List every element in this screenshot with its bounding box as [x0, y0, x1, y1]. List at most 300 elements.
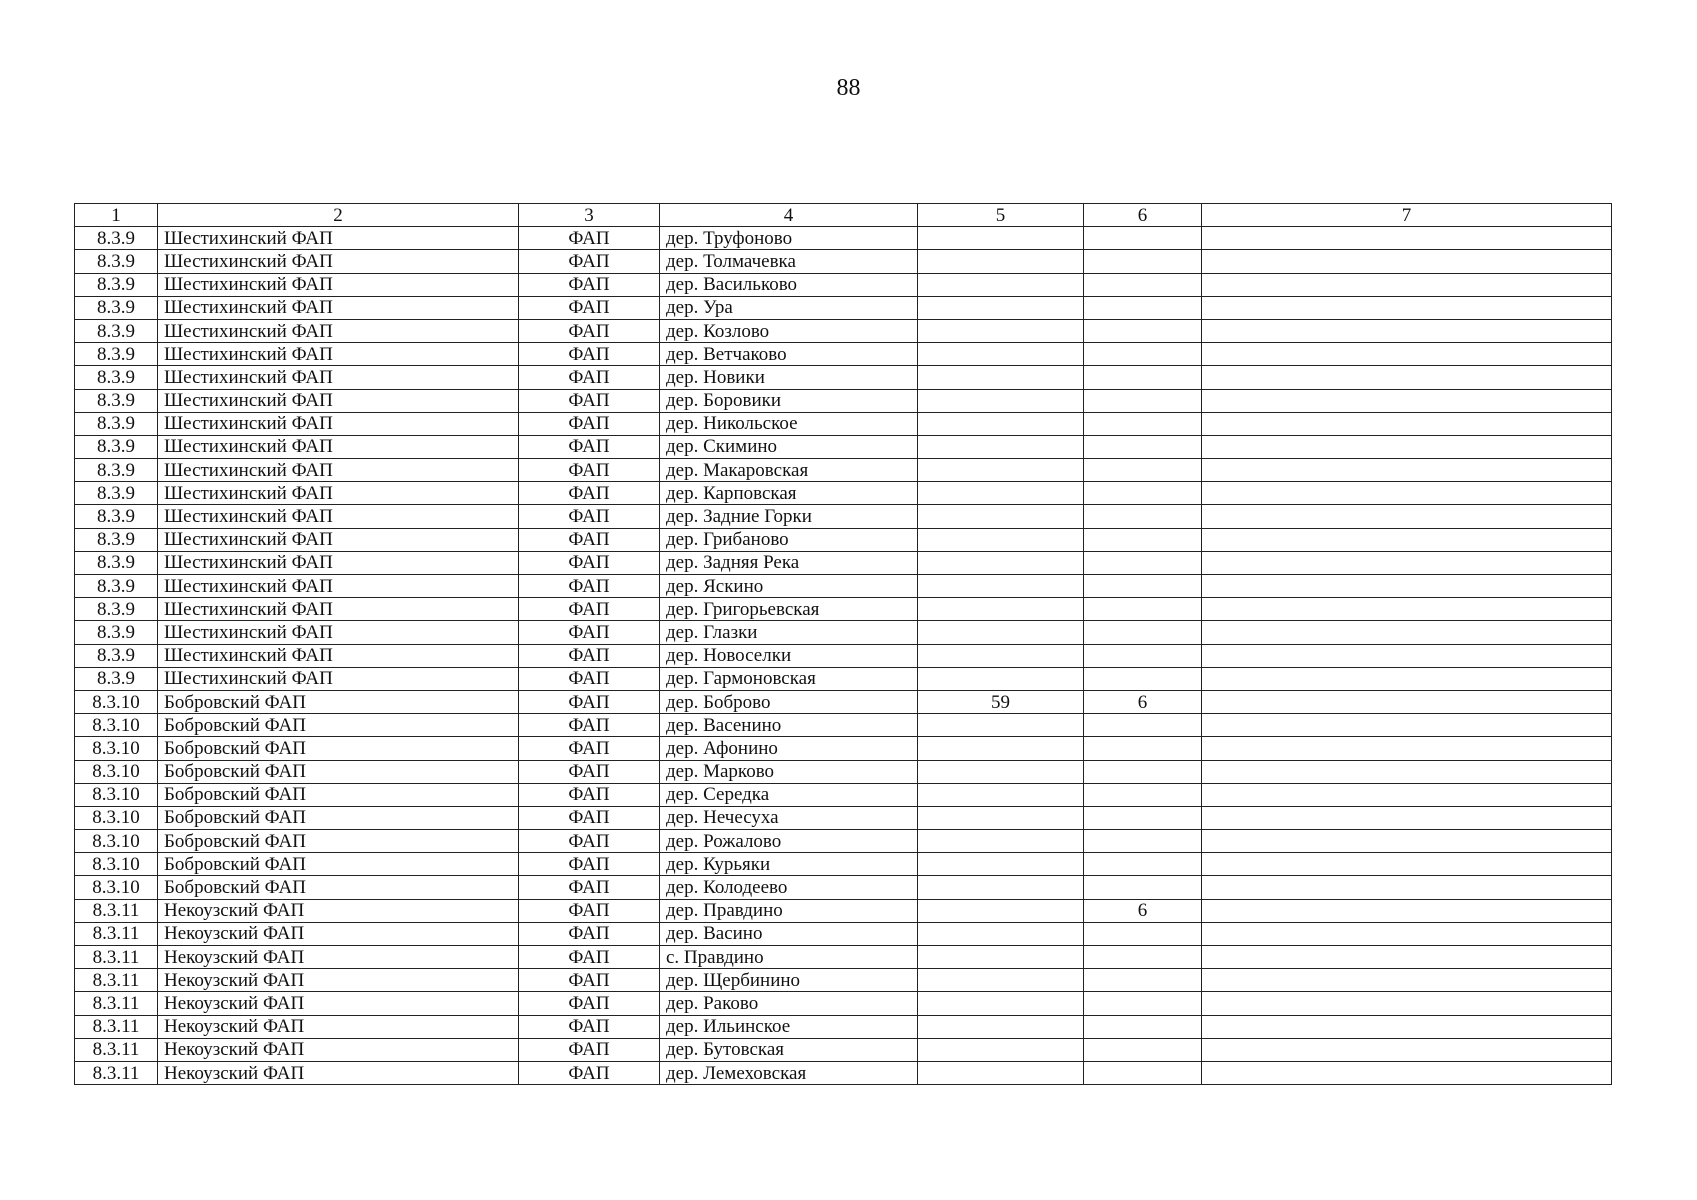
settlement-cell: дер. Макаровская: [660, 459, 918, 482]
facility-type-cell: ФАП: [519, 227, 660, 250]
column-6-cell: [1084, 830, 1202, 853]
facility-name-cell: Некоузский ФАП: [158, 899, 519, 922]
row-number-cell: 8.3.10: [75, 830, 158, 853]
row-number-cell: 8.3.9: [75, 459, 158, 482]
table-row: [75, 946, 1612, 969]
row-number-cell: 8.3.9: [75, 412, 158, 435]
settlement-cell: дер. Яскино: [660, 575, 918, 598]
column-6-cell: [1084, 1038, 1202, 1061]
column-7-cell: [1202, 296, 1612, 319]
column-6-cell: [1084, 946, 1202, 969]
column-7-cell: [1202, 690, 1612, 713]
settlement-cell: дер. Середка: [660, 783, 918, 806]
column-7-cell: [1202, 1015, 1612, 1038]
row-number-cell: 8.3.9: [75, 528, 158, 551]
column-7-cell: [1202, 806, 1612, 829]
facility-name-cell: Шестихинский ФАП: [158, 575, 519, 598]
settlement-cell: дер. Глазки: [660, 621, 918, 644]
column-7-cell: [1202, 273, 1612, 296]
row-number-cell: 8.3.10: [75, 760, 158, 783]
column-6-cell: [1084, 296, 1202, 319]
column-6-cell: [1084, 250, 1202, 273]
row-number-cell: 8.3.11: [75, 1038, 158, 1061]
column-7-cell: [1202, 412, 1612, 435]
table-row: [75, 1038, 1612, 1061]
settlement-cell: дер. Курьяки: [660, 853, 918, 876]
facility-type-cell: ФАП: [519, 366, 660, 389]
column-6-cell: [1084, 1061, 1202, 1084]
table-row: [75, 783, 1612, 806]
settlement-cell: дер. Григорьевская: [660, 598, 918, 621]
settlement-cell: дер. Афонино: [660, 737, 918, 760]
column-6-cell: [1084, 319, 1202, 342]
header-row: [75, 204, 1612, 227]
row-number-cell: 8.3.9: [75, 296, 158, 319]
table-row: [75, 505, 1612, 528]
row-number-cell: 8.3.10: [75, 806, 158, 829]
column-5-cell: 59: [918, 690, 1084, 713]
column-5-cell: [918, 273, 1084, 296]
column-7-cell: [1202, 899, 1612, 922]
table-row: [75, 737, 1612, 760]
column-header: 1: [75, 204, 158, 227]
row-number-cell: 8.3.9: [75, 644, 158, 667]
facility-type-cell: ФАП: [519, 528, 660, 551]
table-row: [75, 621, 1612, 644]
column-5-cell: [918, 667, 1084, 690]
settlement-cell: дер. Бутовская: [660, 1038, 918, 1061]
settlement-cell: дер. Грибаново: [660, 528, 918, 551]
facility-type-cell: ФАП: [519, 922, 660, 945]
facility-name-cell: Шестихинский ФАП: [158, 621, 519, 644]
table-row: [75, 227, 1612, 250]
row-number-cell: 8.3.9: [75, 482, 158, 505]
settlement-cell: дер. Новоселки: [660, 644, 918, 667]
column-7-cell: [1202, 946, 1612, 969]
column-6-cell: [1084, 366, 1202, 389]
facility-name-cell: Некоузский ФАП: [158, 1061, 519, 1084]
row-number-cell: 8.3.9: [75, 575, 158, 598]
row-number-cell: 8.3.10: [75, 783, 158, 806]
settlement-cell: дер. Труфоново: [660, 227, 918, 250]
facility-name-cell: Бобровский ФАП: [158, 853, 519, 876]
column-7-cell: [1202, 644, 1612, 667]
table-row: [75, 389, 1612, 412]
facility-type-cell: ФАП: [519, 343, 660, 366]
settlement-cell: дер. Гармоновская: [660, 667, 918, 690]
table-row: [75, 714, 1612, 737]
facility-name-cell: Шестихинский ФАП: [158, 227, 519, 250]
column-6-cell: 6: [1084, 690, 1202, 713]
column-6-cell: [1084, 737, 1202, 760]
facility-name-cell: Шестихинский ФАП: [158, 644, 519, 667]
settlement-cell: дер. Щербинино: [660, 969, 918, 992]
facility-name-cell: Шестихинский ФАП: [158, 435, 519, 458]
facility-type-cell: ФАП: [519, 459, 660, 482]
facility-type-cell: ФАП: [519, 760, 660, 783]
column-7-cell: [1202, 853, 1612, 876]
column-7-cell: [1202, 528, 1612, 551]
column-6-cell: [1084, 992, 1202, 1015]
column-5-cell: [918, 876, 1084, 899]
facility-name-cell: Бобровский ФАП: [158, 783, 519, 806]
column-5-cell: [918, 714, 1084, 737]
column-5-cell: [918, 482, 1084, 505]
column-7-cell: [1202, 435, 1612, 458]
settlement-cell: дер. Нечесуха: [660, 806, 918, 829]
table-row: [75, 366, 1612, 389]
column-5-cell: [918, 922, 1084, 945]
table-row: [75, 296, 1612, 319]
table-row: [75, 922, 1612, 945]
facility-name-cell: Некоузский ФАП: [158, 969, 519, 992]
column-6-cell: [1084, 598, 1202, 621]
column-5-cell: [918, 343, 1084, 366]
column-6-cell: [1084, 667, 1202, 690]
column-5-cell: [918, 412, 1084, 435]
row-number-cell: 8.3.11: [75, 1015, 158, 1038]
column-7-cell: [1202, 551, 1612, 574]
column-7-cell: [1202, 250, 1612, 273]
column-5-cell: [918, 969, 1084, 992]
column-5-cell: [918, 435, 1084, 458]
row-number-cell: 8.3.9: [75, 551, 158, 574]
table-row: [75, 760, 1612, 783]
facility-name-cell: Некоузский ФАП: [158, 946, 519, 969]
row-number-cell: 8.3.10: [75, 690, 158, 713]
column-5-cell: [918, 551, 1084, 574]
facility-name-cell: Шестихинский ФАП: [158, 273, 519, 296]
row-number-cell: 8.3.9: [75, 667, 158, 690]
facility-name-cell: Шестихинский ФАП: [158, 528, 519, 551]
facility-type-cell: ФАП: [519, 621, 660, 644]
column-5-cell: [918, 830, 1084, 853]
column-header: 6: [1084, 204, 1202, 227]
facility-type-cell: ФАП: [519, 296, 660, 319]
column-7-cell: [1202, 737, 1612, 760]
settlement-cell: дер. Правдино: [660, 899, 918, 922]
column-5-cell: [918, 992, 1084, 1015]
facility-type-cell: ФАП: [519, 783, 660, 806]
row-number-cell: 8.3.11: [75, 899, 158, 922]
column-5-cell: [918, 598, 1084, 621]
table-row: [75, 667, 1612, 690]
facility-name-cell: Шестихинский ФАП: [158, 667, 519, 690]
column-5-cell: [918, 227, 1084, 250]
table-row: [75, 319, 1612, 342]
row-number-cell: 8.3.11: [75, 992, 158, 1015]
column-header: 4: [660, 204, 918, 227]
settlement-cell: дер. Скимино: [660, 435, 918, 458]
row-number-cell: 8.3.9: [75, 366, 158, 389]
column-5-cell: [918, 389, 1084, 412]
column-6-cell: [1084, 644, 1202, 667]
column-5-cell: [918, 1015, 1084, 1038]
facility-name-cell: Шестихинский ФАП: [158, 412, 519, 435]
column-5-cell: [918, 319, 1084, 342]
row-number-cell: 8.3.10: [75, 853, 158, 876]
settlement-cell: дер. Задние Горки: [660, 505, 918, 528]
facility-type-cell: ФАП: [519, 667, 660, 690]
facility-type-cell: ФАП: [519, 482, 660, 505]
facility-name-cell: Некоузский ФАП: [158, 1038, 519, 1061]
table-row: [75, 969, 1612, 992]
column-7-cell: [1202, 575, 1612, 598]
facility-name-cell: Бобровский ФАП: [158, 690, 519, 713]
column-5-cell: [918, 505, 1084, 528]
facility-name-cell: Бобровский ФАП: [158, 760, 519, 783]
settlement-cell: дер. Карповская: [660, 482, 918, 505]
column-7-cell: [1202, 366, 1612, 389]
facility-name-cell: Бобровский ФАП: [158, 714, 519, 737]
facility-name-cell: Шестихинский ФАП: [158, 459, 519, 482]
facility-type-cell: ФАП: [519, 1015, 660, 1038]
table-row: [75, 690, 1612, 713]
table-row: [75, 528, 1612, 551]
settlement-cell: дер. Ветчаково: [660, 343, 918, 366]
column-7-cell: [1202, 319, 1612, 342]
column-5-cell: [918, 946, 1084, 969]
facility-name-cell: Некоузский ФАП: [158, 922, 519, 945]
table-row: [75, 853, 1612, 876]
facility-name-cell: Шестихинский ФАП: [158, 366, 519, 389]
table-row: [75, 644, 1612, 667]
settlement-cell: с. Правдино: [660, 946, 918, 969]
column-6-cell: [1084, 876, 1202, 899]
facility-name-cell: Бобровский ФАП: [158, 830, 519, 853]
facility-type-cell: ФАП: [519, 575, 660, 598]
row-number-cell: 8.3.9: [75, 389, 158, 412]
column-5-cell: [918, 1038, 1084, 1061]
row-number-cell: 8.3.9: [75, 273, 158, 296]
facility-type-cell: ФАП: [519, 273, 660, 296]
facility-type-cell: ФАП: [519, 1061, 660, 1084]
row-number-cell: 8.3.9: [75, 505, 158, 528]
settlement-cell: дер. Новики: [660, 366, 918, 389]
column-5-cell: [918, 853, 1084, 876]
column-5-cell: [918, 528, 1084, 551]
column-7-cell: [1202, 1038, 1612, 1061]
facility-type-cell: ФАП: [519, 899, 660, 922]
column-5-cell: [918, 296, 1084, 319]
column-6-cell: [1084, 853, 1202, 876]
table-row: [75, 482, 1612, 505]
table-row: [75, 343, 1612, 366]
row-number-cell: 8.3.9: [75, 598, 158, 621]
table-row: [75, 598, 1612, 621]
column-5-cell: [918, 806, 1084, 829]
table-row: [75, 250, 1612, 273]
facility-type-cell: ФАП: [519, 319, 660, 342]
column-6-cell: [1084, 1015, 1202, 1038]
column-6-cell: [1084, 969, 1202, 992]
table-row: [75, 575, 1612, 598]
facility-name-cell: Некоузский ФАП: [158, 1015, 519, 1038]
facility-type-cell: ФАП: [519, 714, 660, 737]
facility-type-cell: ФАП: [519, 435, 660, 458]
column-7-cell: [1202, 389, 1612, 412]
row-number-cell: 8.3.11: [75, 969, 158, 992]
column-6-cell: [1084, 227, 1202, 250]
column-7-cell: [1202, 876, 1612, 899]
column-6-cell: [1084, 806, 1202, 829]
facility-name-cell: Шестихинский ФАП: [158, 319, 519, 342]
facility-name-cell: Некоузский ФАП: [158, 992, 519, 1015]
column-6-cell: [1084, 343, 1202, 366]
settlement-cell: дер. Толмачевка: [660, 250, 918, 273]
table-row: [75, 273, 1612, 296]
facility-type-cell: ФАП: [519, 644, 660, 667]
column-5-cell: [918, 644, 1084, 667]
settlement-cell: дер. Никольское: [660, 412, 918, 435]
column-6-cell: [1084, 389, 1202, 412]
facility-name-cell: Бобровский ФАП: [158, 737, 519, 760]
column-7-cell: [1202, 969, 1612, 992]
facility-type-cell: ФАП: [519, 389, 660, 412]
column-7-cell: [1202, 1061, 1612, 1084]
column-7-cell: [1202, 830, 1612, 853]
column-6-cell: [1084, 760, 1202, 783]
column-5-cell: [918, 459, 1084, 482]
column-6-cell: [1084, 273, 1202, 296]
facility-type-cell: ФАП: [519, 830, 660, 853]
table-row: [75, 876, 1612, 899]
row-number-cell: 8.3.9: [75, 319, 158, 342]
settlement-cell: дер. Боброво: [660, 690, 918, 713]
column-7-cell: [1202, 505, 1612, 528]
column-6-cell: [1084, 482, 1202, 505]
facility-type-cell: ФАП: [519, 969, 660, 992]
table-row: [75, 551, 1612, 574]
facility-type-cell: ФАП: [519, 1038, 660, 1061]
facility-name-cell: Шестихинский ФАП: [158, 482, 519, 505]
facility-name-cell: Бобровский ФАП: [158, 876, 519, 899]
table-body: [75, 227, 1612, 1085]
row-number-cell: 8.3.11: [75, 946, 158, 969]
facility-name-cell: Бобровский ФАП: [158, 806, 519, 829]
settlement-cell: дер. Козлово: [660, 319, 918, 342]
settlement-cell: дер. Васино: [660, 922, 918, 945]
column-6-cell: [1084, 459, 1202, 482]
page-number: 88: [836, 75, 861, 101]
settlement-cell: дер. Лемеховская: [660, 1061, 918, 1084]
facility-name-cell: Шестихинский ФАП: [158, 296, 519, 319]
facility-type-cell: ФАП: [519, 806, 660, 829]
column-6-cell: [1084, 714, 1202, 737]
settlement-cell: дер. Задняя Река: [660, 551, 918, 574]
settlement-cell: дер. Раково: [660, 992, 918, 1015]
row-number-cell: 8.3.9: [75, 250, 158, 273]
settlement-cell: дер. Марково: [660, 760, 918, 783]
facility-name-cell: Шестихинский ФАП: [158, 389, 519, 412]
column-6-cell: [1084, 783, 1202, 806]
column-7-cell: [1202, 783, 1612, 806]
column-7-cell: [1202, 343, 1612, 366]
facility-type-cell: ФАП: [519, 876, 660, 899]
row-number-cell: 8.3.9: [75, 621, 158, 644]
column-header: 7: [1202, 204, 1612, 227]
column-7-cell: [1202, 621, 1612, 644]
facility-name-cell: Шестихинский ФАП: [158, 250, 519, 273]
column-7-cell: [1202, 714, 1612, 737]
settlement-cell: дер. Ура: [660, 296, 918, 319]
settlement-cell: дер. Боровики: [660, 389, 918, 412]
table-row: [75, 1015, 1612, 1038]
row-number-cell: 8.3.9: [75, 435, 158, 458]
facility-type-cell: ФАП: [519, 737, 660, 760]
facility-type-cell: ФАП: [519, 250, 660, 273]
column-6-cell: [1084, 435, 1202, 458]
column-5-cell: [918, 899, 1084, 922]
column-6-cell: [1084, 412, 1202, 435]
facility-type-cell: ФАП: [519, 412, 660, 435]
column-6-cell: 6: [1084, 899, 1202, 922]
settlement-cell: дер. Васенино: [660, 714, 918, 737]
facility-name-cell: Шестихинский ФАП: [158, 505, 519, 528]
facility-name-cell: Шестихинский ФАП: [158, 343, 519, 366]
column-6-cell: [1084, 551, 1202, 574]
column-7-cell: [1202, 459, 1612, 482]
facility-name-cell: Шестихинский ФАП: [158, 598, 519, 621]
column-5-cell: [918, 250, 1084, 273]
column-5-cell: [918, 1061, 1084, 1084]
table-row: [75, 435, 1612, 458]
column-header: 5: [918, 204, 1084, 227]
settlement-cell: дер. Рожалово: [660, 830, 918, 853]
facility-type-cell: ФАП: [519, 505, 660, 528]
column-6-cell: [1084, 528, 1202, 551]
column-6-cell: [1084, 922, 1202, 945]
column-7-cell: [1202, 922, 1612, 945]
row-number-cell: 8.3.10: [75, 714, 158, 737]
column-6-cell: [1084, 505, 1202, 528]
facility-type-cell: ФАП: [519, 992, 660, 1015]
row-number-cell: 8.3.9: [75, 343, 158, 366]
column-7-cell: [1202, 227, 1612, 250]
table-row: [75, 459, 1612, 482]
column-5-cell: [918, 760, 1084, 783]
facility-name-cell: Шестихинский ФАП: [158, 551, 519, 574]
settlement-cell: дер. Колодеево: [660, 876, 918, 899]
table-row: [75, 412, 1612, 435]
row-number-cell: 8.3.9: [75, 227, 158, 250]
settlement-cell: дер. Васильково: [660, 273, 918, 296]
table-row: [75, 806, 1612, 829]
facility-type-cell: ФАП: [519, 690, 660, 713]
column-7-cell: [1202, 598, 1612, 621]
data-table: [74, 203, 1612, 1085]
row-number-cell: 8.3.11: [75, 1061, 158, 1084]
column-7-cell: [1202, 992, 1612, 1015]
row-number-cell: 8.3.10: [75, 876, 158, 899]
column-6-cell: [1084, 621, 1202, 644]
table-row: [75, 992, 1612, 1015]
table-row: [75, 1061, 1612, 1084]
settlement-cell: дер. Ильинское: [660, 1015, 918, 1038]
column-5-cell: [918, 366, 1084, 389]
facility-type-cell: ФАП: [519, 551, 660, 574]
column-5-cell: [918, 575, 1084, 598]
row-number-cell: 8.3.11: [75, 922, 158, 945]
facility-type-cell: ФАП: [519, 853, 660, 876]
column-header: 3: [519, 204, 660, 227]
row-number-cell: 8.3.10: [75, 737, 158, 760]
table-row: [75, 899, 1612, 922]
column-7-cell: [1202, 667, 1612, 690]
column-5-cell: [918, 621, 1084, 644]
facility-type-cell: ФАП: [519, 946, 660, 969]
column-header: 2: [158, 204, 519, 227]
